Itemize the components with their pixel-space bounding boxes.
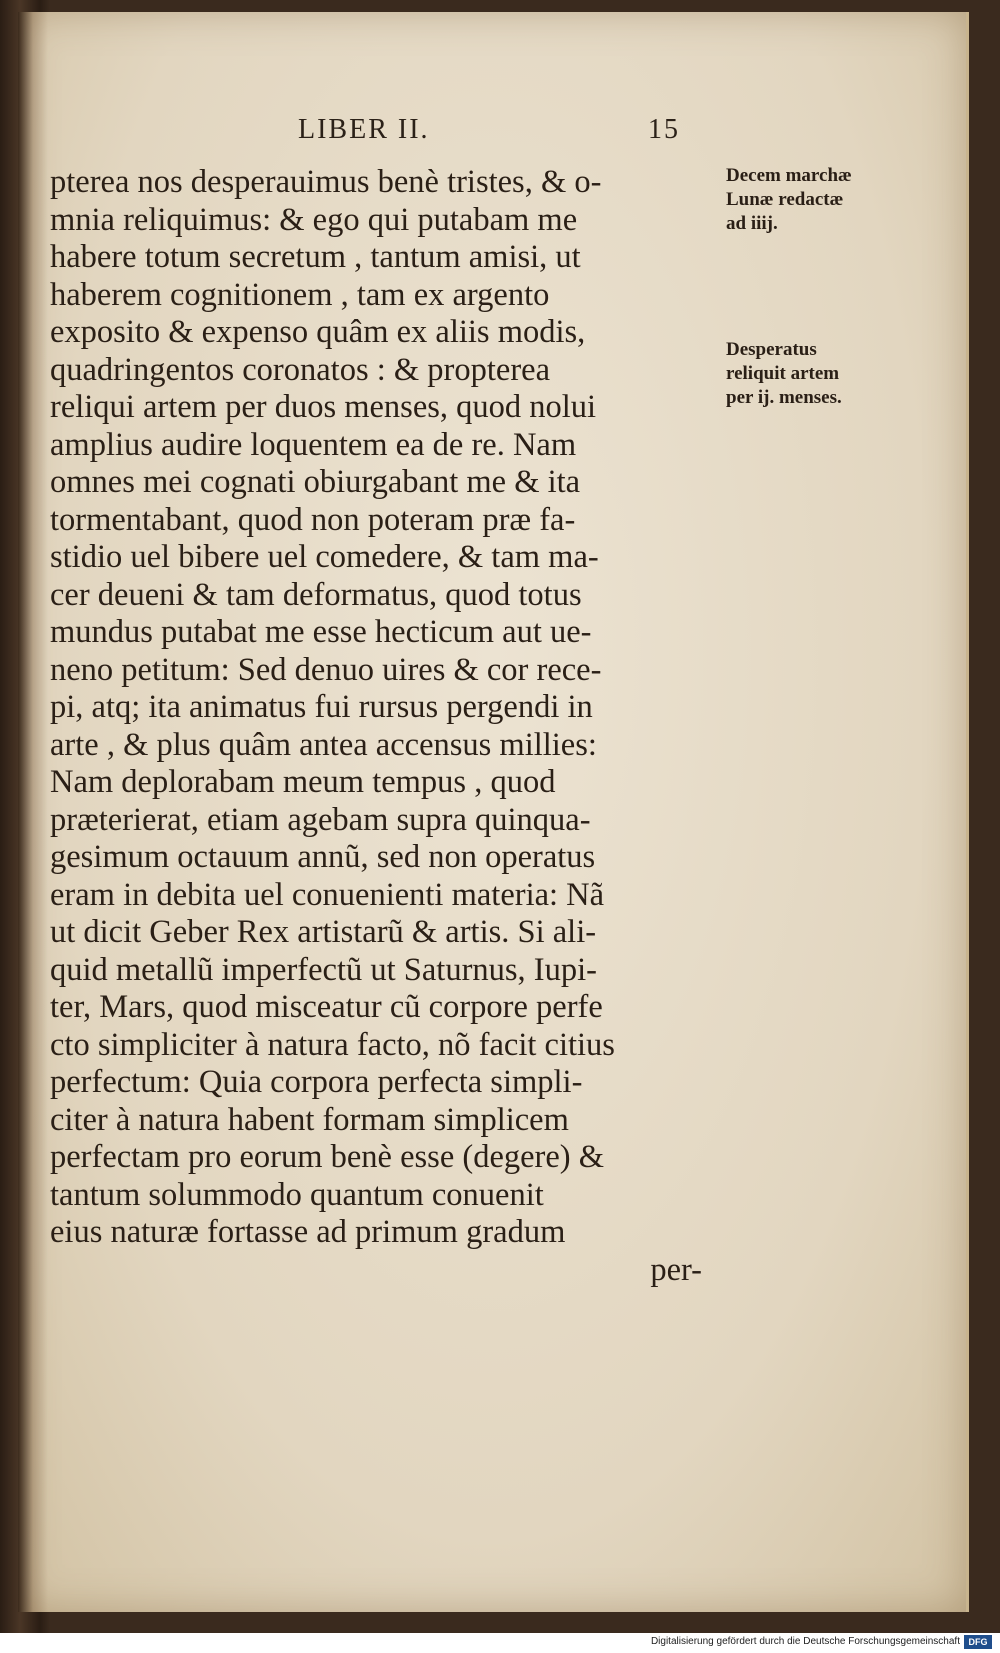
- text-line: amplius audire loquentem ea de re. Nam: [50, 426, 577, 463]
- margin-note-line: Desperatus: [726, 339, 817, 360]
- text-line: exposito & expenso quâm ex aliis modis,: [50, 314, 586, 350]
- text-line: habere totum secretum , tantum amisi, ut: [50, 239, 581, 275]
- margin-note-line: per ij. menses.: [726, 387, 842, 408]
- text-line: haberem cognitionem , tam ex argento: [50, 276, 550, 313]
- text-line: eram in debita uel conuenienti materia: Nã: [50, 876, 605, 913]
- margin-note-line: Decem marchæ: [726, 165, 852, 186]
- text-line: pterea nos desperauimus benè tristes, & o-: [50, 164, 602, 200]
- catchword: per-: [650, 1251, 702, 1288]
- text-line: reliqui artem per duos menses, quod nolui: [50, 389, 597, 425]
- text-line: præterierat, etiam agebam supra quinqua-: [50, 801, 591, 838]
- margin-note-line: ad iiij.: [726, 213, 778, 234]
- margin-note-line: reliquit artem: [726, 363, 840, 384]
- digitization-footer: [0, 1633, 1000, 1653]
- text-line: tantum solummodo quantum conuenit: [50, 1176, 544, 1213]
- margin-note-2: [726, 338, 916, 410]
- text-line: ut dicit Geber Rex artistarũ & artis. Si ali-: [50, 914, 597, 950]
- text-line: quid metallũ imperfectũ ut Saturnus, Iupi-: [50, 951, 597, 988]
- text-line: quadringentos coronatos : & propterea: [50, 351, 550, 388]
- footer-credit: Digitalisierung gefördert durch die Deutsche Forschungsgemeinschaft: [650, 1636, 960, 1647]
- book-page: [18, 12, 969, 1612]
- text-line: cto simpliciter à natura facto, nõ facit citius: [50, 1026, 615, 1063]
- text-line: stidio uel bibere uel comedere, & tam ma-: [50, 539, 599, 575]
- text-line: neno petitum: Sed denuo uires & cor rece-: [50, 651, 602, 688]
- main-text-block: [50, 164, 710, 1289]
- text-line: eius naturæ fortasse ad primum gradum: [50, 1214, 566, 1250]
- running-head-title: LIBER II.: [298, 114, 430, 145]
- text-line: mnia reliquimus: & ego qui putabam me: [50, 201, 578, 238]
- text-line: ter, Mars, quod misceatur cũ corpore perfe: [50, 989, 603, 1025]
- page-gutter-shadow: [18, 12, 48, 1612]
- text-line: cer deueni & tam deformatus, quod totus: [50, 576, 582, 613]
- text-line: perfectum: Quia corpora perfecta simpli-: [50, 1064, 583, 1100]
- text-line: omnes mei cognati obiurgabant me & ita: [50, 464, 581, 500]
- text-line: mundus putabat me esse hecticum aut ue-: [50, 614, 592, 650]
- text-line: arte , & plus quâm antea accensus millies:: [50, 726, 597, 763]
- margin-note-1: [726, 164, 916, 236]
- text-line: citer à natura habent formam simplicem: [50, 1101, 569, 1138]
- text-line: pi, atq; ita animatus fui rursus pergendi in: [50, 689, 593, 725]
- dfg-logo: DFG: [964, 1635, 992, 1649]
- margin-note-line: Lunæ redactæ: [726, 189, 844, 210]
- text-line: gesimum octauum annũ, sed non operatus: [50, 839, 596, 875]
- text-line: perfectam pro eorum benè esse (degere) &: [50, 1139, 605, 1175]
- page-number: 15: [648, 114, 680, 145]
- text-line: Nam deplorabam meum tempus , quod: [50, 764, 556, 800]
- running-head: [68, 114, 708, 154]
- text-line: tormentabant, quod non poteram præ fa-: [50, 501, 576, 538]
